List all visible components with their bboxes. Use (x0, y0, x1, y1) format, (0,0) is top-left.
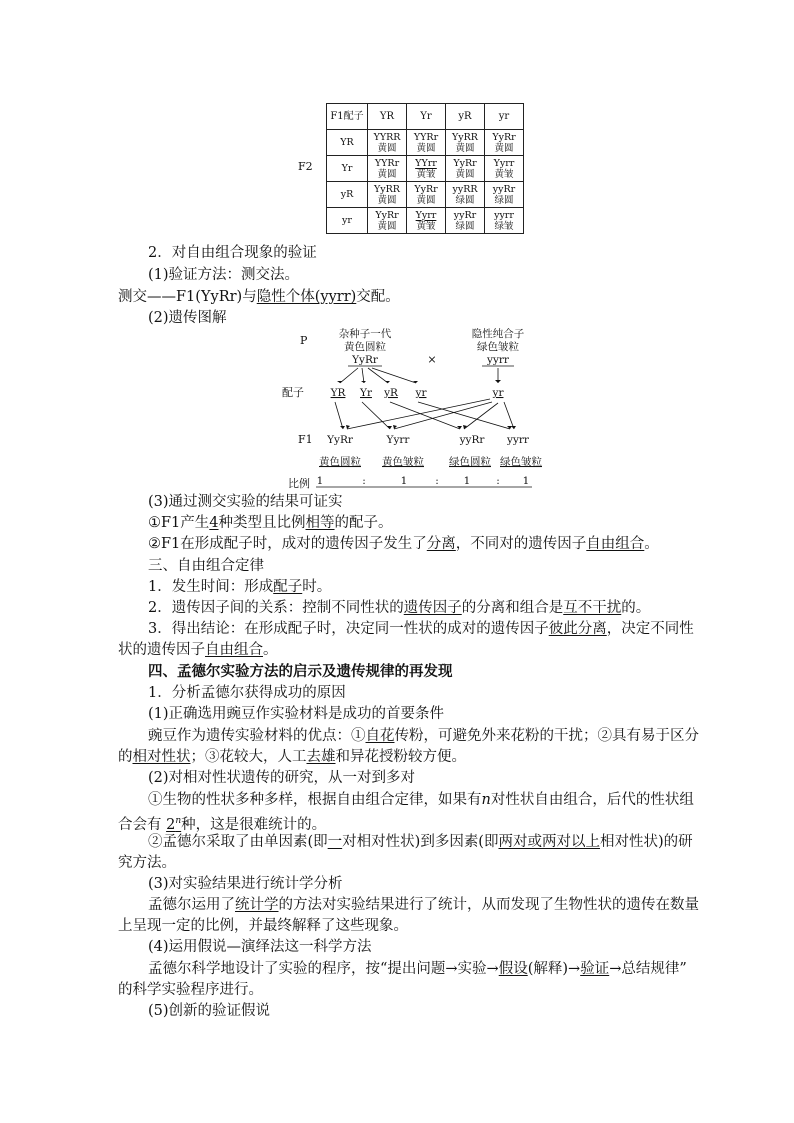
pea-advantages: 豌豆作为遗传实验材料的优点：①自花传粉，可避免外来花粉的干扰；②具有易于区分 (148, 728, 699, 744)
gamete-label: 配子 (282, 386, 304, 399)
statistics-text: 孟德尔运用了统计学的方法对实验结果进行了统计，从而发现了生物性状的遗传在数量 (148, 897, 699, 913)
reason-1-title: (1)正确选用豌豆作实验材料是成功的首要条件 (148, 706, 445, 722)
parent2-line1: 隐性纯合子 (471, 328, 525, 340)
ratio-sep: : (362, 475, 366, 487)
ratio-sep: : (496, 475, 500, 487)
punnett-row-header: Yr (327, 156, 368, 182)
parent2-line2: 绿色皱粒 (477, 341, 519, 353)
law-relation: 2．遗传因子间的关系：控制不同性状的遗传因子的分离和组合是互不干扰的。 (148, 600, 651, 616)
law-conclusion-cont: 状的遗传因子自由组合。 (118, 642, 278, 658)
punnett-cell: YYrr 黄皱 (407, 156, 446, 182)
hypothesis-text-cont: 的科学实验程序进行。 (118, 982, 263, 998)
punnett-cell: YyRr 黄圆 (485, 130, 524, 156)
section-2-title: 2．对自由组合现象的验证 (148, 245, 317, 261)
law-time: 1．发生时间：形成配子时。 (148, 579, 332, 595)
verify-method: (1)验证方法：测交法。 (148, 267, 300, 283)
punnett-row (327, 208, 524, 234)
offspring-genotype: yyrr (507, 434, 529, 446)
trait-variety-cont: 合会有 2$^n$种，这是很难统计的。 (118, 816, 327, 833)
punnett-cell: YYRr 黄圆 (407, 130, 446, 156)
research-method: ②孟德尔采取了由单因素(即一对相对性状)到多因素(即两对或两对以上相对性状)的研 (148, 834, 693, 850)
gamete: yR (384, 387, 398, 399)
conclusion-1: ①F1产生4种类型且比例相等的配子。 (148, 515, 393, 531)
section-3-title: 三、自由组合定律 (148, 558, 264, 574)
offspring-genotype: YyRr (327, 434, 353, 446)
punnett-cell: yyRr 绿圆 (485, 182, 524, 208)
section-4-title: 四、孟德尔实验方法的启示及遗传规律的再发现 (148, 663, 453, 680)
gamete: Yr (360, 387, 372, 399)
law-conclusion: 3．得出结论：在形成配子时，决定同一性状的成对的遗传因子彼此分离，决定不同性 (148, 621, 694, 637)
offspring-genotype: Yyrr (386, 434, 410, 446)
punnett-cell: yyrr 绿皱 (485, 208, 524, 234)
parent1-line2: 黄色圆粒 (344, 341, 386, 353)
ratio-value: 1 (522, 475, 530, 487)
testcross-line: 测交——F1(YyRr)与隐性个体(yyrr)交配。 (118, 289, 400, 305)
punnett-row (327, 182, 524, 208)
gamete: YR (330, 387, 346, 399)
reason-5-title: (5)创新的验证假说 (148, 1003, 271, 1019)
offspring-genotype: yyRr (459, 434, 485, 446)
parent2-genotype: yyrr (487, 354, 509, 366)
ratio-value: 1 (316, 475, 324, 487)
punnett-cell: YYRr 黄圆 (368, 156, 407, 182)
offspring-phenotype: 绿色皱粒 (500, 456, 542, 468)
gamete: yr (415, 387, 427, 399)
parent1-genotype: YyRr (352, 354, 378, 366)
p-label: P (300, 334, 308, 347)
punnett-cell: Yyrr 黄皱 (407, 208, 446, 234)
punnett-row-header: YR (327, 130, 368, 156)
punnett-cell: Yyrr 黄皱 (485, 156, 524, 182)
parent1-line1: 杂种子一代 (338, 328, 392, 340)
punnett-cell: YyRR 黄圆 (446, 130, 485, 156)
punnett-col-header: YR (368, 104, 407, 130)
reason-4-title: (4)运用假说—演绎法这一科学方法 (148, 939, 372, 955)
ratio-value: 1 (463, 475, 471, 487)
pea-advantages-cont: 的相对性状；③花较大，人工去雄和异花授粉较方便。 (118, 749, 466, 765)
punnett-col-header: Yr (407, 104, 446, 130)
punnett-cell: YyRr 黄圆 (446, 156, 485, 182)
f1-label: F1 (298, 433, 313, 446)
punnett-cell: yyRr 绿圆 (446, 208, 485, 234)
punnett-row (327, 130, 524, 156)
punnett-cell: YyRr 黄圆 (368, 208, 407, 234)
punnett-row (327, 156, 524, 182)
punnett-cell: YyRr 黄圆 (407, 182, 446, 208)
genetic-diagram-title: (2)遗传图解 (148, 310, 227, 326)
research-method-cont: 究方法。 (118, 855, 176, 871)
punnett-row-header: yr (327, 208, 368, 234)
success-reasons-title: 1．分析孟德尔获得成功的原因 (148, 685, 346, 701)
statistics-text-cont: 上呈现一定的比例，并最终解释了这些现象。 (118, 918, 408, 934)
punnett-col-header: yR (446, 104, 485, 130)
punnett-square (326, 103, 524, 234)
hypothesis-text: 孟德尔科学地设计了实验的程序，按“提出问题→实验→假设(解释)→验证→总结规律” (148, 961, 687, 977)
reason-3-title: (3)对实验结果进行统计学分析 (148, 876, 343, 892)
reason-2-title: (2)对相对性状遗传的研究，从一对到多对 (148, 770, 416, 786)
ratio-value: 1 (400, 475, 408, 487)
trait-variety: ①生物的性状多种多样，根据自由组合定律，如果有n对性状自由组合，后代的性状组 (148, 792, 694, 808)
cross-symbol: × (427, 353, 437, 366)
punnett-cell: yyRR 绿圆 (446, 182, 485, 208)
punnett-cell: YYRR 黄圆 (368, 130, 407, 156)
punnett-cell: YyRR 黄圆 (368, 182, 407, 208)
punnett-row-header: yR (327, 182, 368, 208)
offspring-phenotype: 绿色圆粒 (449, 456, 491, 468)
testcross-proof-title: (3)通过测交实验的结果可证实 (148, 494, 343, 510)
ratio-label: 比例 (288, 477, 310, 490)
ratio-sep: : (435, 475, 439, 487)
punnett-col-header: yr (485, 104, 524, 130)
testcross-diagram (280, 325, 550, 493)
offspring-phenotype: 黄色圆粒 (319, 456, 361, 468)
punnett-corner: F1配子 (327, 104, 368, 130)
offspring-phenotype: 黄色皱粒 (382, 456, 424, 468)
f2-label: F2 (298, 160, 313, 173)
conclusion-2: ②F1在形成配子时，成对的遗传因子发生了分离，不同对的遗传因子自由组合。 (148, 536, 659, 552)
gamete-recessive: yr (492, 387, 504, 399)
